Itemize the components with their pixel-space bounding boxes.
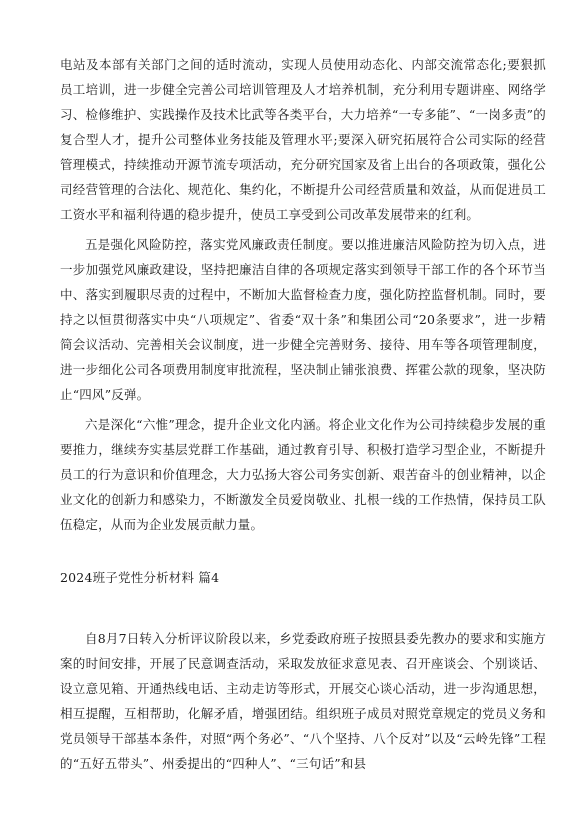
paragraph-point-six: 六是深化“六惟”理念，提升企业文化内涵。将企业文化作为公司持续稳步发展的重要推力，继续夯实基层党群工作基础，通过教育引导、积极打造学习型企业，不断提升员工的行为意识和价值理念，大力弘扬大容公司务实创新、艰苦奋斗的创业精神，以企业文化的创新力和感染力，不断激发全员爱岗敬业、扎根一线的工作热情，保持员工队伍稳定，从而为企业发展贡献力量。 [60, 417, 546, 532]
paragraph-point-five: 五是强化风险防控，落实党风廉政责任制度。要以推进廉洁风险防控为切入点，进一步加强党风廉政建设，坚持把廉洁自律的各项规定落实到领导干部工作的各个环节当中、落实到履职尽责的过程中，不断加大监督检查力度，强化防控监督机制。同时，要持之以恒贯彻落实中央“八项规定”、省委“双十条”和集团公司“20条要求”，进一步精简会议活动、完善相关会议制度，进一步健全完善财务、接待、用车等各项管理制度，进一步细化公司各项费用制度审批流程，坚决制止铺张浪费、挥霍公款的现象，坚决防止“四风”反弹。 [60, 237, 546, 402]
paragraph-section-four-intro: 自8月7日转入分析评议阶段以来，乡党委政府班子按照县委先教办的要求和实施方案的时间安排，开展了民意调查活动，采取发放征求意见表、召开座谈会、个别谈话、设立意见箱、开通热线电话、主动走访等形式，开展交心谈心活动，进一步沟通思想，相互提醒，互相帮助，化解矛盾，增强团结。组织班子成员对照党章规定的党员义务和党员领导干部基本条件，对照“两个务必”、“八个坚持、八个反对”以及“云岭先锋”工程的“五好五带头”、州委提出的“四种人”、“三句话”和县 [60, 631, 546, 771]
paragraph-continued: 电站及本部有关部门之间的适时流动，实现人员使用动态化、内部交流常态化;要狠抓员工培训，进一步健全完善公司培训管理及人才培养机制，充分利用专题讲座、网络学习、检修维护、实践操作及技术比武等各类平台，大力培养“一专多能”、“一岗多责”的复合型人才，提升公司整体业务技能及管理水平;要深入研究拓展符合公司实际的经营管理模式，持续推动开源节流专项活动，充分研究国家及省上出台的各项政策，强化公司经营管理的合法化、规范化、集约化，不断提升公司经营质量和效益，从而促进员工工资水平和福利待遇的稳步提升，使员工享受到公司改革发展带来的红利。 [60, 57, 546, 222]
section-title: 2024班子党性分析材料 篇4 [60, 570, 220, 585]
document-page [60, 52, 546, 776]
